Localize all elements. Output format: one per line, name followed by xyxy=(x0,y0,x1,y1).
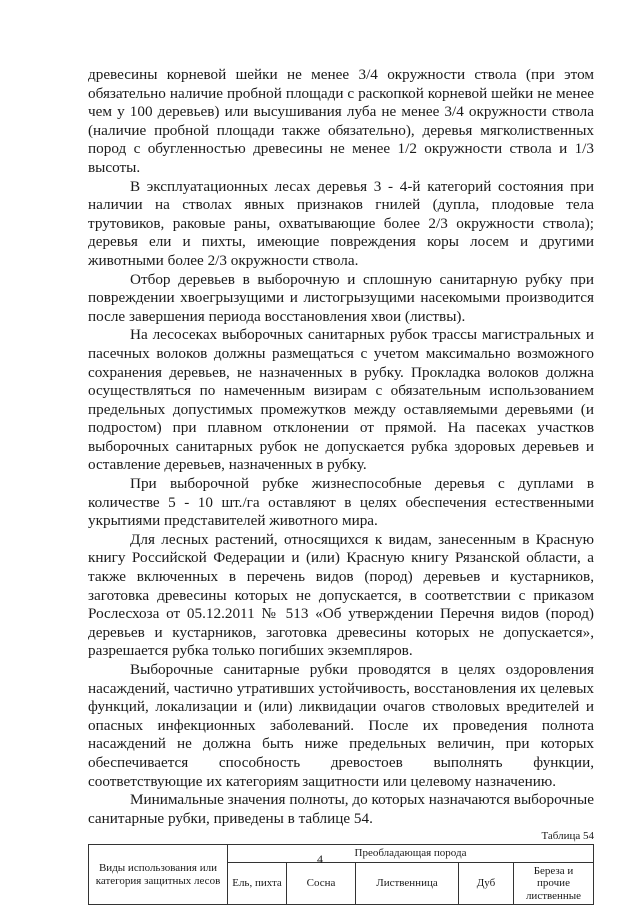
paragraph-5: При выборочной рубке жизнеспособные деревья с дуплами в количестве 5 - 10 шт./га оставляют в целях обеспечения естественными укрытиями представителей животного мира. xyxy=(88,475,594,530)
column-header: Ель, пихта xyxy=(228,862,287,905)
row-header-cell: Виды использования или категория защитных лесов xyxy=(89,845,228,905)
paragraph-1: древесины корневой шейки не менее 3/4 окружности ствола (при этом обязательно наличие пробной площади с раскопкой корневой шейки не менее чем у 100 деревьев) или высушивания луба не менее 3/4 окружности ствола (наличие пробной площади также обязательно), деревья мягколиственных пород с обугленностью древесины не менее 1/2 окружности ствола и 1/3 высоты. xyxy=(88,66,594,176)
group-header-cell: Преобладающая порода xyxy=(228,845,594,863)
paragraph-2: В эксплуатационных лесах деревья 3 - 4-й категорий состояния при наличии на стволах явных признаков гнилей (дупла, плодовые тела трутовиков, раковые раны, охватывающие более 2/3 окружности ствола); деревья ели и пихты, имеющие повреждения коры лосем и другими животными более 2/3 окружности ствола. xyxy=(88,177,594,269)
paragraph-3: Отбор деревьев в выборочную и сплошную санитарную рубку при повреждении хвоегрызущими и листогрызущими насекомыми производится после завершения периода восстановления хвои (листвы). xyxy=(88,270,594,325)
page-number: 4 xyxy=(317,852,323,866)
column-header: Лиственница xyxy=(356,862,459,905)
paragraph-6: Для лесных растений, относящихся к видам, занесенным в Красную книгу Российской Федерации и (или) Красную книгу Рязанской области, а также включенных в перечень видов (пород) деревьев и кустарников, заготовка древесины которых не допускается, в соответствии с приказом Рослесхоза от 05.12.2011 № 513 «Об утверждении Перечня видов (пород) деревьев и кустарников, заготовка древесины которых не допускается», разрешается рубка только погибших экземпляров. xyxy=(88,530,594,660)
column-header: Береза и прочие лиственные xyxy=(514,862,594,905)
table-caption: Таблица 54 xyxy=(541,830,594,843)
column-header: Сосна xyxy=(287,862,356,905)
paragraph-8: Минимальные значения полноты, до которых назначаются выборочные санитарные рубки, приведены в таблице 54. xyxy=(88,791,594,827)
column-header: Дуб xyxy=(459,862,514,905)
paragraph-7: Выборочные санитарные рубки проводятся в целях оздоровления насаждений, частично утративших устойчивость, восстановления их целевых функций, локализации и (или) ликвидации очагов стволовых вредителей и опасных инфекционных заболеваний. После их проведения полнота насаждений не должна быть ниже предельных величин, при которых обеспечивается способность древостоев выполнять функции, соответствующие их категориям защитности или целевому назначению. xyxy=(88,661,594,790)
paragraph-4: На лесосеках выборочных санитарных рубок трассы магистральных и пасечных волоков должны размещаться с учетом максимально возможного сохранения деревьев, не назначенных в рубку. Прокладка волоков должна осуществляться по намеченным визирам с обязательным использованием предельных допустимых промежутков между оставляемыми деревьями (и подростом) при плавном отклонении от прямой. На пасеках участков выборочных санитарных рубок не допускается рубка здоровых деревьев и оставление деревьев, назначенных в рубку. xyxy=(88,326,594,474)
document-page xyxy=(88,66,594,905)
